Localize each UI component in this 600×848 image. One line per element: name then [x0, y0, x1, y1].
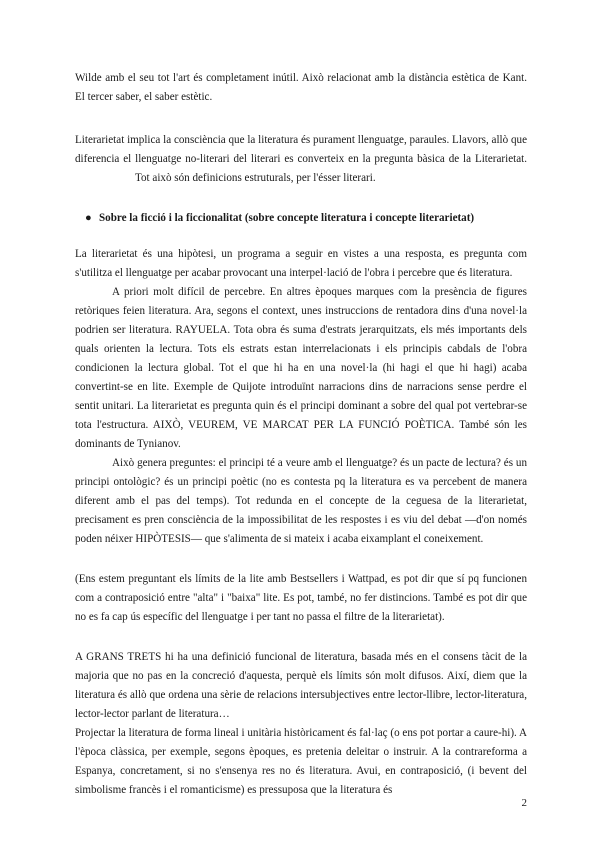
paragraph-a-priori: A priori molt difícil de percebre. En altres èpoques marques com la presència de figures retòriques feien literatura. Ara, segons el context, unes instruccions de rentadora dins d'una novel·la podrien ser literatura. RAYUELA. Tota obra és suma d'estrats jerarquitzats, els més importants dels quals orienten la lectura. Tots els estrats estan interrelacionats i els principis cabdals de l'obra condicionen la lectura global. Tot el que hi ha en una novel·la (hi hagi el que hi hagi) acaba convertint-se en lite. Exemple de Quijote introduïnt narracions dins de narracions sense perdre el sentit unitari. La literarietat es pregunta quin és el principi dominant a sobre del qual pot vertebrar-se tota l'estructura. AIXÒ, VEUREM, VE MARCAT PER LA FUNCIÓ POÈTICA. També són les dominants de Tynianov.	[75, 286, 527, 450]
bullet-icon: ●	[85, 212, 92, 224]
paragraph-literarietat-main: Literarietat implica la consciència que la literatura és purament llenguatge, paraules. Llavors, allò que diferencia el llenguatge no-literari del literari es converteix en la pregunta bàsica de la Literarietat.	[75, 134, 527, 165]
page-number: 2	[521, 797, 527, 809]
paragraph-literarietat	[75, 131, 527, 188]
section-heading-ficcio	[75, 209, 527, 228]
page-body	[75, 69, 527, 800]
paragraph-projectar: Projectar la literatura de forma lineal i unitària històricament és fal·laç (o ens pot portar a caure-hi). A l'època clàssica, per exemple, segons èpoques, es pretenia deleitar o instruir. A la contrareforma a Espanya, concretament, si no s'ensenya res no és literatura. Avui, en contraposició, (i bevent del simbolisme francès i el romanticisme) es pressuposa que la literatura és	[75, 727, 527, 796]
section-heading-title: Sobre la ficció i la ficcionalitat (sobre concepte literatura i concepte literarietat)	[99, 212, 475, 224]
paragraph-bestsellers: (Ens estem preguntant els límits de la lite amb Bestsellers i Wattpad, es pot dir que sí pq funcionen com a contraposició entre "alta" i "baixa" lite. Es pot, també, no fer distincions. També es pot dir que no es fa cap ús específic del llenguatge i per tant no passa el filtre de la literarietat).	[75, 573, 527, 623]
paragraph-hipotesi: La literarietat és una hipòtesi, un programa a seguir en vistes a una resposta, es pregunta com s'utilitza el llenguatge per acabar provocant una interpel·lació de l'obra i percebre que és literatura.	[75, 248, 527, 279]
paragraph-literarietat-note: Tot això són definicions estruturals, per l'ésser literari.	[135, 172, 376, 184]
paragraph-preguntes: Això genera preguntes: el principi té a veure amb el llenguatge? és un pacte de lectura? és un principi ontològic? és un principi poètic (no es contesta pq la literatura es va percebent de manera diferent amb el pas del temps). Tot redunda en el concepte de la ceguesa de la literarietat, precisament es pren consciència de la impossibilitat de les respostes i es viu del debat —d'on només poden néixer HIPÒTESIS— que s'alimenta de si mateix i acaba eixamplant el coneixement.	[75, 457, 527, 545]
paragraph-grans-trets: A GRANS TRETS hi ha una definició funcional de literatura, basada més en el consens tàcit de la majoria que no pas en la concreció d'aquesta, perquè els límits són molt difusos. Així, diem que la literatura és allò que ordena una sèrie de relacions intersubjectives entre lector-llibre, lector-literatura, lector-lector parlant de literatura…	[75, 651, 527, 720]
paragraph-wilde: Wilde amb el seu tot l'art és completament inútil. Això relacionat amb la distància estètica de Kant. El tercer saber, el saber estètic.	[75, 72, 527, 103]
